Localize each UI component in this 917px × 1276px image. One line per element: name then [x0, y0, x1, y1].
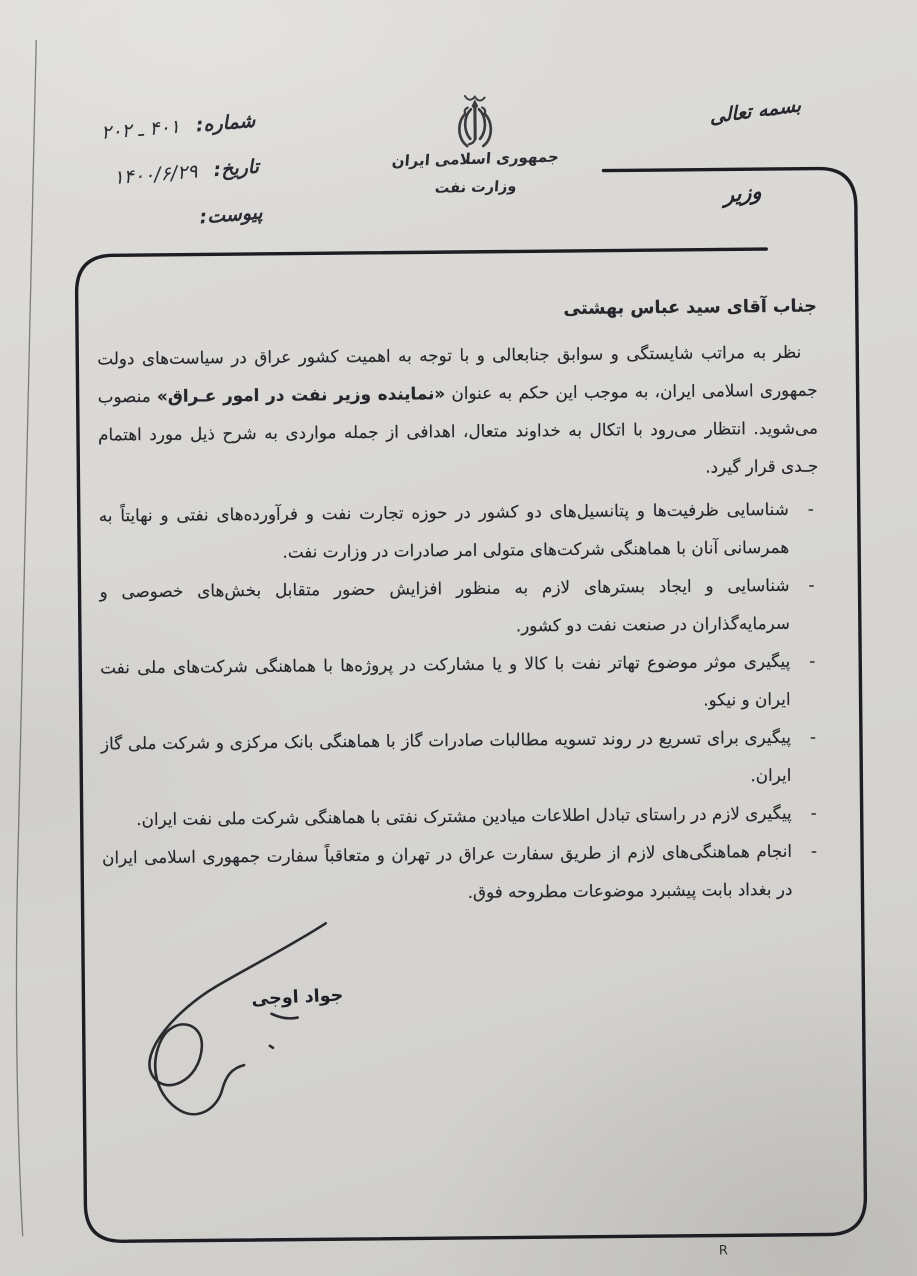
date-value: ۱۴۰۰/۶/۲۹ — [112, 160, 199, 190]
bullet-dash: - — [807, 498, 814, 519]
bismillah-text: بسمه تعالی — [709, 94, 802, 129]
letterhead-government: جمهوری اسلامی ایران — [391, 147, 560, 171]
intro-text: نظر به مراتب شایستگی و سوابق جنابعالی و با توجه به اهمیت کشور عراق در سیاست‌های دولت جمهوری اسلامی ایران، به موجب این حکم به عنوان — [97, 341, 818, 404]
bullet-dash: - — [809, 650, 816, 671]
appointment-title-bold: «نماینده وزیر نفت در امور عـراق» — [156, 383, 446, 406]
date-field — [20, 150, 260, 203]
signature-name: جواد اوجی — [251, 985, 344, 1010]
attachment-label: پیوست: — [198, 201, 264, 229]
bullet-text: شناسایی ظرفیت‌ها و پتانسیل‌های دو کشور در حوزه تجارت نفت و فرآورده‌های نفتی و نهایتاً به همرسانی آنان با هماهنگی شرکت‌های متولی امر صادرات در وزارت نفت. — [98, 498, 790, 562]
intro-rest: منصوب می‌شوید. انتظار می‌رود با اتکال به خداوند متعال، اهدافی از جمله مواردی به شرح ذیل مورد اهتمام جـدی قرار گیرد. — [97, 385, 819, 477]
list-item — [100, 642, 821, 725]
number-value: ۴۰۱ ـ ۲۰۲ — [100, 115, 181, 144]
bullet-dash: - — [810, 840, 818, 861]
emblem-strokes — [459, 96, 491, 146]
list-item — [99, 490, 820, 573]
bullet-text: پیگیری برای تسریع در روند تسویه مطالبات صادرات گاز با هماهنگی بانک مرکزی و شرکت ملی گاز ایران. — [100, 726, 792, 786]
header-fields — [16, 104, 264, 260]
attachment-value — [189, 207, 191, 229]
bullet-dash: - — [808, 574, 815, 595]
attachment-field — [24, 196, 264, 249]
iran-emblem-icon — [446, 88, 505, 157]
letter-body — [97, 288, 823, 915]
objectives-list — [99, 490, 823, 915]
list-item — [99, 566, 820, 649]
intro-paragraph — [97, 333, 818, 492]
scanner-mark: R — [718, 1243, 728, 1259]
bullet-dash: - — [810, 802, 817, 823]
number-label: شماره: — [194, 109, 256, 137]
list-item — [102, 832, 823, 915]
letterhead-ministry: وزارت نفت — [434, 178, 518, 197]
bullet-text: شناسایی و ایجاد بسترهای لازم به منظور افزایش حضور متقابل بخش‌های خصوصی و سرمایه‌گذاران در صنعت نفت دو کشور. — [99, 574, 790, 636]
minister-title: وزیر — [723, 179, 762, 208]
list-item — [101, 718, 822, 801]
salutation: جناب آقای سید عباس بهشتی — [563, 296, 817, 319]
number-field — [16, 104, 256, 157]
date-label: تاریخ: — [212, 155, 260, 182]
bullet-text: پیگیری موثر موضوع تهاتر نفت با کالا و یا مشارکت در پروژه‌ها با هماهنگی شرکت‌های ملی نفت ایران و نیکو. — [100, 650, 791, 710]
signature-scribble-icon — [121, 917, 353, 1119]
bullet-dash: - — [809, 726, 817, 747]
bullet-text: انجام هماهنگی‌های لازم از طریق سفارت عراق در تهران و متعاقباً سفارت جمهوری اسلامی ایران در بغداد بابت پیشبرد موضوعات مطروحه فوق. — [101, 840, 793, 902]
signature-strokes — [148, 923, 327, 1114]
bullet-text: پیگیری لازم در راستای تبادل اطلاعات میادین مشترک نفتی با هماهنگی شرکت ملی نفت ایران. — [136, 802, 792, 830]
